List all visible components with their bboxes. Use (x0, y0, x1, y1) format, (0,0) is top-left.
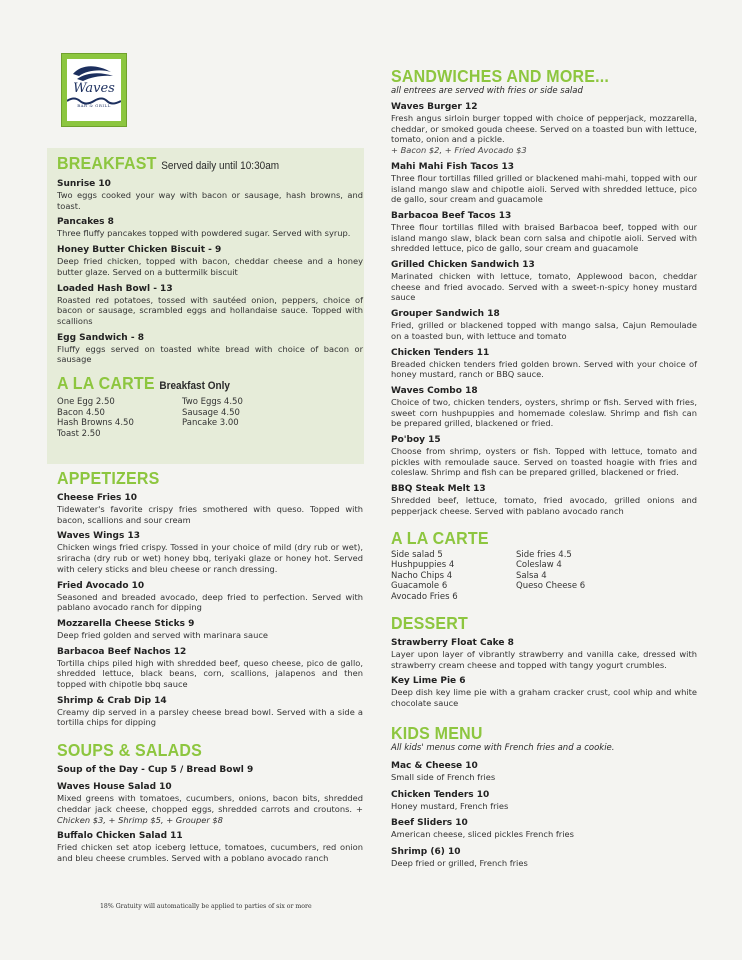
item-description: Small side of French fries (391, 771, 496, 782)
item-description: American cheese, sliced pickles French fries (391, 829, 574, 840)
item-title: BBQ Steak Melt 13 (391, 484, 486, 495)
appetizers-heading: APPETIZERS (57, 470, 160, 489)
menu-item (391, 676, 697, 708)
section-heading (57, 155, 363, 177)
menu-item (391, 102, 697, 156)
item-description: Three flour tortillas filled grilled or blackened mahi-mahi, topped with our island mango slaw and chipotle aioli. Served with shredded lettuce, pico de gallo, sour cream and guacamole (391, 172, 697, 205)
menu-item (57, 581, 363, 613)
item-title: Loaded Hash Bowl - 13 (57, 283, 173, 294)
item-title: Waves House Salad 10 (57, 782, 172, 793)
menu-item (391, 348, 697, 380)
menu-item (57, 179, 363, 211)
menu-item (57, 245, 363, 277)
item-title: Strawberry Float Cake 8 (391, 638, 514, 649)
item-title: Barbacoa Beef Tacos 13 (391, 210, 512, 221)
menu-item (57, 531, 363, 574)
item-title: Barbacoa Beef Nachos 12 (57, 646, 187, 657)
item-description: Roasted red potatoes, tossed with sautéed onion, peppers, choice of bacon or sausage, scrambled eggs and hollandaise sauce. Topped with scallions (57, 294, 363, 326)
item-title: Chicken Tenders 11 (391, 347, 490, 358)
menu-item (57, 217, 363, 239)
item-description: Breaded chicken tenders fried golden brown. Served with your choice of honey mustard, ranch or BBQ sauce. (391, 358, 697, 380)
item-title: Sunrise 10 (57, 179, 111, 189)
item-title: Buffalo Chicken Salad 11 (57, 831, 183, 842)
menu-item (391, 790, 697, 812)
item-description: Deep fried golden and served with marinara sauce (57, 629, 268, 640)
item-title: Shrimp (6) 10 (391, 847, 461, 857)
menu-item (391, 211, 697, 254)
logo-subtitle: BAR & GRILL (77, 103, 111, 108)
kids-heading: KIDS MENU (391, 724, 483, 744)
restaurant-logo (61, 53, 127, 127)
menu-item (57, 696, 363, 728)
item-description: Two eggs cooked your way with bacon or sausage, hash browns, and toast. (57, 190, 363, 211)
menu-item (57, 765, 363, 776)
menu-item (57, 782, 363, 825)
menu-item (391, 386, 697, 429)
item-description: Choose from shrimp, oysters or fish. Topped with lettuce, tomato and pickles with remoulade sauce. Served on toasted hoagie with fries and coleslaw. Shrimp and fish can be prepared grilled, blackened or fried. (391, 446, 697, 478)
left-column (57, 155, 363, 864)
section-heading (57, 375, 363, 397)
soups-heading: SOUPS & SALADS (57, 742, 203, 761)
menu-item (391, 847, 697, 869)
item-title: Egg Sandwich - 8 (57, 332, 144, 343)
dessert-section (391, 615, 697, 709)
item-description (57, 793, 363, 825)
list-item: Two Eggs 4.50 (182, 397, 243, 408)
item-title: Waves Burger 12 (391, 102, 478, 112)
sandwiches-section (391, 68, 697, 517)
list-item: Bacon 4.50 (57, 407, 105, 418)
alacarte-heading: A LA CARTE (57, 375, 155, 394)
alacarte-list (57, 397, 363, 439)
item-title: Grouper Sandwich 18 (391, 309, 500, 320)
item-description: Chicken wings fried crispy. Tossed in your choice of mild (dry rub or wet), sriracha (dry rub or wet) honey bbq, teriyaki glaze or honey hot. Served with celery sticks and bleu cheese or ranch dressing. (57, 542, 363, 574)
list-item: Pancake 3.00 (182, 418, 239, 429)
sides-list (391, 550, 697, 603)
menu-item (391, 484, 697, 516)
item-title: Key Lime Pie 6 (391, 676, 466, 687)
menu-item (57, 619, 363, 641)
item-description-text: Mixed greens with tomatoes, cucumbers, onions, bacon bits, shredded cheddar jack cheese, chopped eggs, shredded carrots and croutons. (57, 793, 363, 814)
kids-menu-section (391, 725, 697, 869)
item-title: Waves Combo 18 (391, 385, 478, 396)
item-title: Honey Butter Chicken Biscuit - 9 (57, 245, 222, 256)
breakfast-section (57, 155, 363, 365)
alacarte-subheading: Breakfast Only (159, 380, 230, 393)
menu-item (391, 638, 697, 670)
logo-name: Waves (73, 81, 115, 96)
item-description: Creamy dip served in a parsley cheese bread bowl. Served with a side a tortilla chips for dipping (57, 706, 363, 728)
item-title: Cheese Fries 10 (57, 493, 138, 504)
list-item: Side fries 4.5 (516, 549, 572, 560)
list-item: Sausage 4.50 (182, 407, 240, 418)
item-title: Beef Sliders 10 (391, 818, 468, 829)
item-description: Fresh angus sirloin burger topped with choice of pepperjack, mozzarella, cheddar, or smoked gouda cheese. Served on a toasted bun with lettuce, tomato, onion and a pickle. (391, 113, 697, 145)
item-description: Three fluffy pancakes topped with powdered sugar. Served with syrup. (57, 228, 351, 239)
item-description: Fried, grilled or blackened topped with mango salsa, Cajun Remoulade on a toasted bun, with lettuce and tomato (391, 320, 697, 341)
sides-heading: A LA CARTE (391, 529, 489, 548)
list-item: Toast 2.50 (57, 428, 101, 439)
item-description: Seasoned and breaded avocado, deep fried to perfection. Served with pablano avocado ranch for dipping (57, 591, 363, 613)
list-item: Hushpuppies 4 (391, 560, 455, 571)
item-description: Fried chicken set atop iceberg lettuce, tomatoes, cucumbers, red onion and bleu cheese crumbles. Served with a poblano avocado ranch (57, 842, 363, 863)
menu-item (57, 284, 363, 327)
list-item: Nacho Chips 4 (391, 570, 453, 581)
logo-inner (67, 59, 121, 121)
breakfast-subheading: Served daily until 10:30am (161, 160, 280, 173)
item-title: Waves Wings 13 (57, 531, 141, 542)
list-item: Coleslaw 4 (516, 560, 562, 571)
menu-item (391, 435, 697, 478)
item-description: Tidewater's favorite crispy fries smothered with queso. Topped with bacon, scallions and sour cream (57, 504, 363, 525)
item-description: Honey mustard, French fries (391, 800, 509, 811)
item-addons: + Bacon $2, + Fried Avocado $3 (391, 145, 527, 156)
appetizers-section (57, 470, 363, 728)
item-title: Soup of the Day - Cup 5 / Bread Bowl 9 (57, 765, 254, 776)
list-item: Side salad 5 (391, 549, 443, 560)
right-column (391, 68, 697, 869)
item-title: Pancakes 8 (57, 217, 114, 228)
item-description: Deep fried chicken, topped with bacon, cheddar cheese and a honey butter glaze. Served on a buttermilk biscuit (57, 256, 363, 277)
item-description: Marinated chicken with lettuce, tomato, Applewood bacon, cheddar cheese and fried avocado. Served with a sweet-n-spicy honey mustard sauce (391, 271, 697, 303)
item-title: Mahi Mahi Fish Tacos 13 (391, 161, 515, 172)
menu-item (391, 162, 697, 205)
menu-item (391, 761, 697, 783)
sandwiches-heading: SANDWICHES AND MORE... (391, 68, 610, 87)
dessert-heading: DESSERT (391, 615, 468, 634)
item-title: Chicken Tenders 10 (391, 789, 490, 800)
item-description: Tortilla chips piled high with shredded beef, queso cheese, pico de gallo, shredded lettuce, black beans, corn, scallions, jalapenos and then topped with chipotle bbq sauce (57, 657, 363, 690)
item-title: Mozzarella Cheese Sticks 9 (57, 618, 195, 629)
menu-item (57, 333, 363, 365)
list-item: Guacamole 6 (391, 581, 448, 592)
menu-item (391, 818, 697, 840)
item-title: Mac & Cheese 10 (391, 760, 478, 771)
menu-item (391, 260, 697, 303)
item-description: Fluffy eggs served on toasted white bread with choice of bacon or sausage (57, 343, 363, 365)
breakfast-heading: BREAKFAST (57, 155, 157, 174)
sides-alacarte-section (391, 530, 697, 603)
menu-item (57, 831, 363, 863)
list-item: Salsa 4 (516, 570, 547, 581)
item-description: Deep fried or grilled, French fries (391, 858, 528, 868)
list-item: Queso Cheese 6 (516, 581, 586, 592)
item-addons: + Chicken $3, + Shrimp $5, + Grouper $8 (57, 803, 363, 825)
sandwiches-note: all entrees are served with fries or side salad (391, 86, 583, 96)
item-title: Po'boy 15 (391, 435, 441, 446)
item-description: Three flour tortillas filled with braised Barbacoa beef, topped with our island mango slaw, black bean corn salsa and chipotle aioli. Served with shredded lettuce, pico de gallo, sour cream and guacamole (391, 221, 697, 254)
item-title: Fried Avocado 10 (57, 580, 145, 591)
menu-item (57, 647, 363, 690)
list-item: Avocado Fries 6 (391, 591, 458, 602)
item-description: Shredded beef, lettuce, tomato, fried avocado, grilled onions and pepperjack cheese. Served with pablano avocado ranch (391, 495, 697, 516)
item-description: Layer upon layer of vibrantly strawberry and vanilla cake, dressed with strawberry cream cheese and topped with tangy yogurt crumbles. (391, 649, 697, 670)
item-title: Shrimp & Crab Dip 14 (57, 695, 167, 706)
list-item: One Egg 2.50 (57, 397, 115, 408)
menu-item (57, 493, 363, 525)
menu-item (391, 309, 697, 341)
item-title: Grilled Chicken Sandwich 13 (391, 260, 535, 271)
item-description: Deep dish key lime pie with a graham cracker crust, cool whip and white chocolate sauce (391, 687, 697, 709)
kids-note: All kids' menus come with French fries and a cookie. (391, 742, 615, 753)
item-description: Choice of two, chicken tenders, oysters, shrimp or fish. Served with fries, sweet corn hushpuppies and homemade coleslaw. Shrimp and fish can be prepared grilled, blackened or fried. (391, 396, 697, 429)
soups-salads-section (57, 742, 363, 864)
gratuity-note: 18% Gratuity will automatically be applied to parties of six or more (100, 903, 312, 910)
list-item: Hash Browns 4.50 (57, 418, 134, 429)
breakfast-alacarte-section (57, 375, 363, 439)
